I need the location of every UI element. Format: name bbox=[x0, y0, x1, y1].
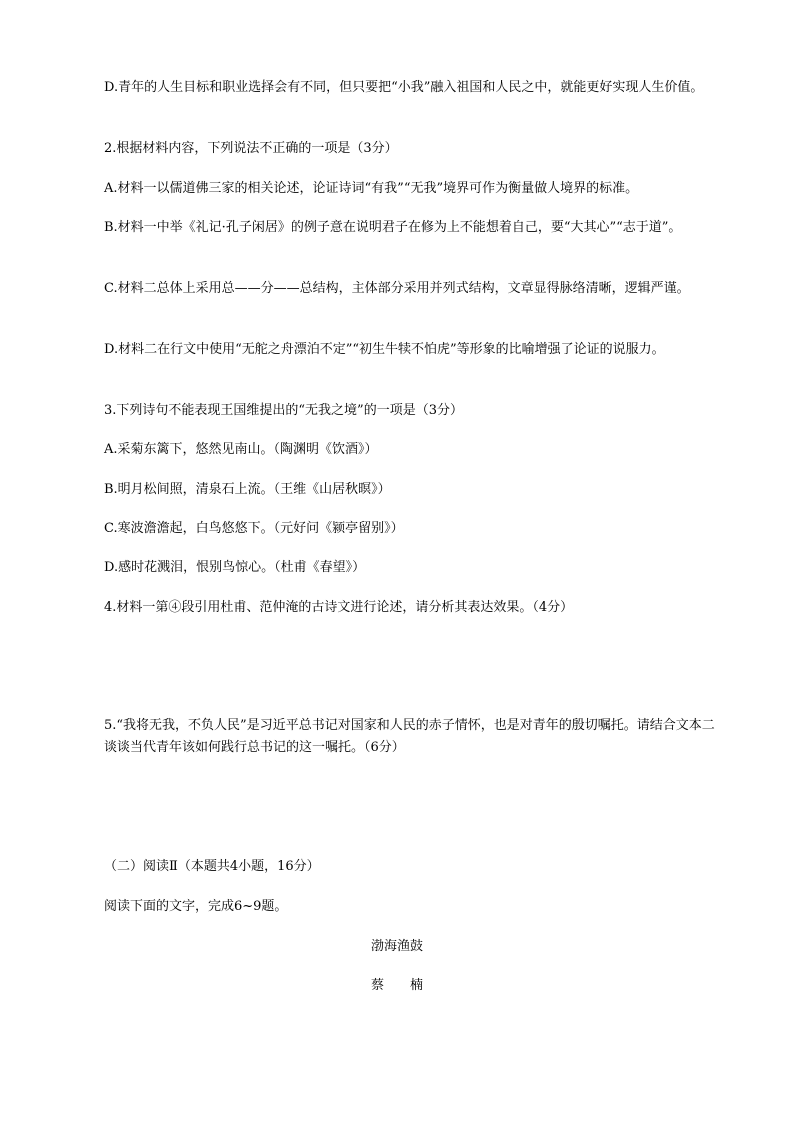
option-c-q3: C.寒波澹澹起，白鸟悠悠下。（元好问《颍亭留别》） bbox=[104, 521, 404, 536]
option-b-q3: B.明月松间照，清泉石上流。（王维《山居秋暝》） bbox=[104, 482, 391, 497]
option-a-q3: A.采菊东篱下，悠然见南山。（陶渊明《饮酒》） bbox=[104, 442, 378, 457]
article-author: 蔡 楠 bbox=[370, 978, 423, 993]
reading-instruction: 阅读下面的文字，完成6~9题。 bbox=[104, 899, 288, 914]
option-d-q2: D.材料二在行文中使用“无舵之舟漂泊不定”“初生牛犊不怕虎”等形象的比喻增强了论证的说服力。 bbox=[104, 342, 665, 357]
question-3: 3.下列诗句不能表现王国维提出的“无我之境”的一项是（3分） bbox=[104, 403, 463, 418]
option-d-q1: D.青年的人生目标和职业选择会有不同，但只要把“小我”融入祖国和人民之中，就能更好实现人生价值。 bbox=[104, 80, 704, 95]
question-5: 5.“我将无我，不负人民”是习近平总书记对国家和人民的赤子情怀，也是对青年的殷切嘱托。请结合文本二谈谈当代青年该如何践行总书记的这一嘱托。（6分） bbox=[104, 718, 715, 755]
option-a-q2: A.材料一以儒道佛三家的相关论述，论证诗词“有我”“无我”境界可作为衡量做人境界的标准。 bbox=[104, 181, 639, 196]
section-heading: （二）阅读Ⅱ（本题共4小题，16分） bbox=[104, 859, 320, 874]
article-title: 渤海渔鼓 bbox=[370, 939, 423, 954]
option-c-q2: C.材料二总体上采用总——分——总结构，主体部分采用并列式结构，文章显得脉络清晰，逻辑严谨。 bbox=[104, 281, 690, 296]
option-d-q3: D.感时花溅泪，恨别鸟惊心。（杜甫《春望》） bbox=[104, 560, 366, 575]
question-2: 2.根据材料内容，下列说法不正确的一项是（3分） bbox=[104, 141, 398, 156]
question-4: 4.材料一第④段引用杜甫、范仲淹的古诗文进行论述，请分析其表达效果。（4分） bbox=[104, 600, 574, 615]
option-b-q2: B.材料一中举《礼记·孔子闲居》的例子意在说明君子在修为上不能想着自己，要“大其心”“志于道”。 bbox=[104, 220, 682, 235]
